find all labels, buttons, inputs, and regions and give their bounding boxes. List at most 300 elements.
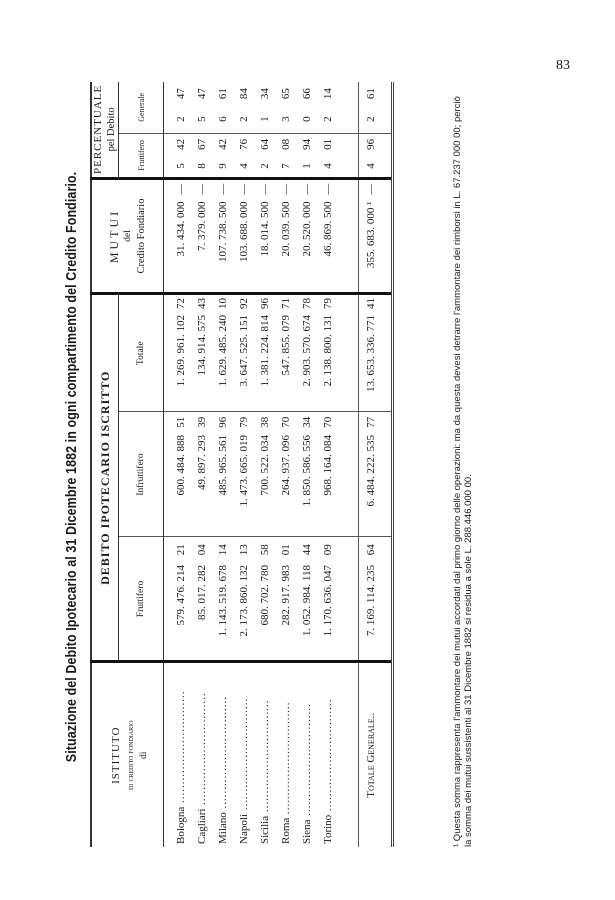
cell-tot [212,312,233,412]
cell-mutui-c [383,179,393,199]
cell-inf-c [296,412,317,432]
cell-text: 01 [279,544,292,556]
cell-text: 600. 484. 888 [174,435,187,496]
cell-text: 08 [279,138,292,150]
cell-text: 46. 869. 500 [321,201,334,257]
cell-text: 44 [300,544,313,556]
cell-fr [359,562,384,662]
cell-text: — [365,183,377,195]
cell-text: Totale Generale.. [365,712,377,798]
cell-fr-c [233,537,254,562]
cell-fr-c [359,537,384,562]
cell-text: 264. 937. 096 [279,435,292,496]
cell-inf [317,432,338,537]
cell-fr-c [296,537,317,562]
table-row [338,82,359,847]
total-row [359,82,384,847]
cell-text: 2 [237,116,250,122]
cell-text: — [195,183,208,195]
cell-pg [275,105,296,133]
cell-tot-c [191,294,212,313]
cell-tot-c [233,294,254,313]
cell-text: 61 [365,88,377,100]
cell-fr [317,562,338,662]
cell-inf-c [212,412,233,432]
cell-fr-c [212,537,233,562]
cell-fr [254,562,275,662]
cell-pg [296,105,317,133]
cell-text: 1. 381. 224. 814 [258,315,271,387]
cell-inf [383,432,393,537]
table-row [212,82,233,847]
cell-inf-c [317,412,338,432]
cell-text: 1. 473. 665. 019 [237,435,250,507]
cell-name [254,662,275,847]
cell-text: — [216,183,229,195]
cell-tot-c [359,294,384,313]
cell-text: 680. 702. 780 [258,565,271,626]
cell-name [317,662,338,847]
cell-pf-c [233,133,254,154]
cell-text: 1 [258,116,271,122]
cell-text: 7 [279,163,292,169]
header-mutui-del: del [122,230,133,242]
table-row [254,82,275,847]
cell-text: 39 [195,416,208,428]
cell-text: 34 [300,416,313,428]
header-istituto-di: di [138,751,149,759]
cell-text: 13. 653. 336. 771 [365,315,377,392]
cell-text: 47 [195,88,208,100]
cell-text: 64 [258,138,271,150]
cell-text: 8 [195,163,208,169]
cell-tot-c [317,294,338,313]
footnote: ¹ Questa somma rappresenta l'ammontare dei mutui accordati dal primo giorno delle operazioni: ma da questa devesi detrarre l'ammontare dei rimborsi in L. 67.237 000 00; perciò la somma dei mutui sussistenti al 31 Dicembre 1882 si residua a sole L. 288.446.000 00. [452,96,474,847]
cell-pg-c [275,82,296,106]
cell-text: Siena [300,819,313,844]
cell-pf [275,155,296,179]
header-perc-generale: Generale [119,82,164,134]
cell-pf [254,155,275,179]
cell-pf [338,155,359,179]
cell-fr-c [191,537,212,562]
header-percentuale-label: PERCENTUALE [92,84,104,174]
cell-text: 51 [174,416,187,428]
cell-name [191,662,212,847]
cell-text: 2 [174,116,187,122]
header-totale: Totale [119,294,164,413]
cell-text: 4 [321,163,334,169]
cell-fr [212,562,233,662]
leader-dots: .............................. [195,692,208,809]
cell-tot [317,312,338,412]
cell-text: 65 [279,88,292,100]
cell-inf-c [383,412,393,432]
cell-text: 6. 484. 222. 535 [365,435,377,507]
cell-text: Milano [216,812,229,844]
cell-pf-c [296,133,317,154]
cell-text: 4 [237,163,250,169]
cell-pf [317,155,338,179]
cell-pg [383,105,393,133]
cell-text: 5 [195,116,208,122]
cell-text: 1. 170. 636. 047 [321,565,334,637]
cell-inf-c [164,412,192,432]
cell-tot [164,312,192,412]
cell-pg [191,105,212,133]
cell-pf [383,155,393,179]
cell-fr [191,562,212,662]
cell-text: Cagliari [195,808,208,844]
cell-mutui-c [296,179,317,199]
cell-pf [164,155,192,179]
header-istituto [91,662,164,847]
leader-dots: .............................. [279,701,292,818]
cell-tot-c [164,294,192,313]
header-percentuale-sub: pel Debito [106,107,117,152]
cell-text: 579. 476. 214 [174,565,187,626]
cell-text: 1. 629. 485. 240 [216,315,229,387]
cell-text: 3. 647. 525. 151 [237,315,250,387]
cell-inf [164,432,192,537]
cell-pg [317,105,338,133]
cell-text: 79 [321,298,334,309]
cell-inf [359,432,384,537]
header-fruttifero: Fruttifero [119,537,164,662]
cell-name [212,662,233,847]
cell-text: 1. 052. 984. 118 [300,565,313,637]
cell-mutui [254,199,275,294]
cell-pf [359,155,384,179]
cell-tot-c [254,294,275,313]
cell-text: 96 [258,298,271,309]
cell-inf-c [191,412,212,432]
cell-text: 968. 164. 084 [321,435,334,496]
cell-pg-c [317,82,338,106]
cell-text: 66 [300,88,313,100]
cell-text: 4 [365,163,377,169]
cell-text: 2. 903. 570. 674 [300,315,313,387]
cell-text: 85. 017. 282 [195,565,208,620]
cell-text: 700. 522. 034 [258,435,271,496]
cell-name [359,662,384,847]
cell-pg [338,105,359,133]
cell-text: 2 [258,163,271,169]
cell-tot [383,312,393,412]
cell-tot [359,312,384,412]
cell-text: 13 [237,544,250,556]
cell-pg [164,105,192,133]
cell-text: 18. 014. 500 [258,201,271,257]
cell-mutui [317,199,338,294]
cell-text: Bologna [174,806,187,844]
cell-fr [164,562,192,662]
cell-text: 1 [300,163,313,169]
cell-tot [233,312,254,412]
cell-text: 70 [279,416,292,428]
cell-mutui-c [233,179,254,199]
cell-text: 72 [174,298,187,309]
cell-text: — [321,183,334,195]
cell-fr [296,562,317,662]
header-istituto-sub: di credito fondiario [124,720,135,790]
cell-pg-c [191,82,212,106]
cell-text: 38 [258,416,271,428]
cell-name [275,662,296,847]
cell-text: — [300,183,313,195]
cell-mutui-c [164,179,192,199]
cell-text: 34 [258,88,271,100]
cell-text: 64 [365,544,377,556]
cell-pf [212,155,233,179]
header-percentuale [91,82,119,179]
cell-text: 42 [174,138,187,150]
leader-dots: .............................. [258,699,271,816]
table-row [233,82,254,847]
cell-text: 2 [321,116,334,122]
cell-text: 49. 897. 293 [195,435,208,490]
cell-mutui-c [338,179,359,199]
cell-text: — [237,183,250,195]
cell-mutui-c [359,179,384,199]
cell-pg-c [233,82,254,106]
cell-mutui [296,199,317,294]
rotated-table-page [60,72,500,862]
cell-text: Roma [279,817,292,844]
cell-text: 0 [300,116,313,122]
cell-text: 1. 269. 961. 102 [174,315,187,387]
cell-text: 96 [365,138,377,150]
cell-mutui [338,199,359,294]
cell-pf [191,155,212,179]
cell-inf [275,432,296,537]
cell-text: 20. 039. 500 [279,201,292,257]
cell-text: 7. 379. 000 [195,201,208,251]
cell-name [164,662,192,847]
cell-text: 3 [279,116,292,122]
table-title: Situazione del Debito Ipotecario al 31 Dicembre 1882 in ogni compartimento del Credito Fondiario. [64,171,80,763]
cell-text: 31. 434. 000 [174,201,187,257]
cell-text: 67 [195,138,208,150]
cell-text: 41 [365,298,377,309]
cell-text: 485. 965. 561 [216,435,229,496]
cell-pf-c [164,133,192,154]
cell-pf-c [317,133,338,154]
cell-mutui-c [212,179,233,199]
page-number: 83 [556,58,570,73]
cell-pg [254,105,275,133]
cell-text: 01 [321,138,334,150]
cell-text: 6 [216,116,229,122]
cell-pf-c [212,133,233,154]
cell-text: 2. 138. 800. 131 [321,315,334,387]
cell-inf [338,432,359,537]
cell-text: 9 [216,163,229,169]
cell-name [233,662,254,847]
cell-pf-c [191,133,212,154]
cell-name [338,662,359,847]
header-mutui-label: MUTUI [106,208,121,264]
cell-inf [212,432,233,537]
cell-fr [383,562,393,662]
cell-text: 7. 169. 114. 235 [365,565,377,637]
leader-dots: .............................. [174,690,187,807]
cell-name [383,662,393,847]
cell-text: 42 [216,138,229,150]
cell-tot [191,312,212,412]
cell-text: 21 [174,544,187,556]
table-row [275,82,296,847]
cell-fr-c [338,537,359,562]
cell-text: 09 [321,544,334,556]
cell-text: 2 [365,116,377,122]
cell-mutui [383,199,393,294]
cell-fr-c [164,537,192,562]
cell-text: 282. 917. 983 [279,565,292,626]
cell-mutui [275,199,296,294]
cell-text: 58 [258,544,271,556]
cell-text: 47 [174,88,187,100]
cell-fr [233,562,254,662]
cell-text: 14 [216,544,229,556]
cell-text: 10 [216,298,229,309]
cell-text: 103. 688. 000 [237,201,250,262]
cell-text: — [258,183,271,195]
cell-mutui-c [317,179,338,199]
cell-fr-c [275,537,296,562]
cell-text: 355. 683. 000 ¹ [365,201,377,269]
cell-text: 84 [237,88,250,100]
cell-text: 77 [365,416,377,428]
cell-mutui [359,199,384,294]
cell-text: 61 [216,88,229,100]
leader-dots: .............................. [300,703,313,820]
header-infruttifero: Infruttifero [119,412,164,537]
cell-pf-c [338,133,359,154]
header-mutui-sub: Credito Fondiario [135,198,147,274]
cell-mutui-c [254,179,275,199]
cell-text: 20. 520. 000 [300,201,313,257]
cell-pf [233,155,254,179]
cell-text: 78 [300,298,313,309]
cell-tot [275,312,296,412]
cell-mutui-c [191,179,212,199]
cell-pg-c [164,82,192,106]
cell-pg-c [296,82,317,106]
cell-pf-c [275,133,296,154]
cell-tot [254,312,275,412]
cell-text: Napoli [237,814,250,844]
leader-dots: .............................. [321,698,334,815]
cell-inf-c [254,412,275,432]
cell-text: 70 [321,416,334,428]
cell-mutui [191,199,212,294]
cell-pg-c [359,82,384,106]
cell-tot [296,312,317,412]
cell-tot-c [383,294,393,313]
leader-dots: .............................. [237,697,250,815]
cell-text: 134. 914. 575 [195,315,208,376]
cell-tot-c [338,294,359,313]
cell-text: 547. 855. 079 [279,315,292,376]
cell-fr [275,562,296,662]
table-row [191,82,212,847]
cell-text: 96 [216,416,229,428]
cell-text: 94 [300,138,313,150]
header-istituto-label: ISTITUTO [109,726,122,784]
cell-inf [191,432,212,537]
cell-text: 43 [195,298,208,309]
cell-pf [296,155,317,179]
debt-table [90,82,394,847]
cell-pg [212,105,233,133]
cell-tot-c [275,294,296,313]
cell-tot-c [212,294,233,313]
cell-text: Torino [321,814,334,844]
cell-text: — [279,183,292,195]
cell-inf-c [233,412,254,432]
cell-text: 2. 173. 860. 132 [237,565,250,637]
cell-inf-c [338,412,359,432]
header-perc-fruttifero: Fruttifero [119,133,164,178]
cell-tot-c [296,294,317,313]
cell-fr-c [383,537,393,562]
cell-fr [338,562,359,662]
table-row [383,82,393,847]
cell-pg-c [338,82,359,106]
cell-inf [233,432,254,537]
cell-inf-c [275,412,296,432]
cell-name [296,662,317,847]
cell-text: 04 [195,544,208,556]
cell-text: 14 [321,88,334,100]
cell-inf [254,432,275,537]
table-row [317,82,338,847]
cell-mutui-c [275,179,296,199]
header-debito: DEBITO IPOTECARIO ISCRITTO [91,294,119,663]
cell-text: 71 [279,298,292,309]
cell-pf-c [383,133,393,154]
cell-text: 1. 143. 519. 678 [216,565,229,637]
cell-text: — [174,183,187,195]
cell-inf-c [359,412,384,432]
cell-inf [296,432,317,537]
cell-fr-c [254,537,275,562]
cell-pg-c [383,82,393,106]
cell-text: 92 [237,298,250,309]
cell-pg [233,105,254,133]
table-row [164,82,192,847]
cell-pg-c [254,82,275,106]
cell-mutui [233,199,254,294]
cell-tot [338,312,359,412]
cell-pg [359,105,384,133]
cell-mutui [212,199,233,294]
cell-text: 1. 850. 586. 556 [300,435,313,507]
cell-pf-c [359,133,384,154]
cell-pf-c [254,133,275,154]
cell-pg-c [212,82,233,106]
leader-dots: .............................. [216,695,229,813]
cell-text: 5 [174,163,187,169]
table-row [296,82,317,847]
cell-text: 79 [237,416,250,428]
cell-mutui [164,199,192,294]
cell-text: 107. 738. 500 [216,201,229,262]
cell-text: Sicilia [258,815,271,844]
header-mutui [91,179,164,294]
cell-text: 76 [237,138,250,150]
